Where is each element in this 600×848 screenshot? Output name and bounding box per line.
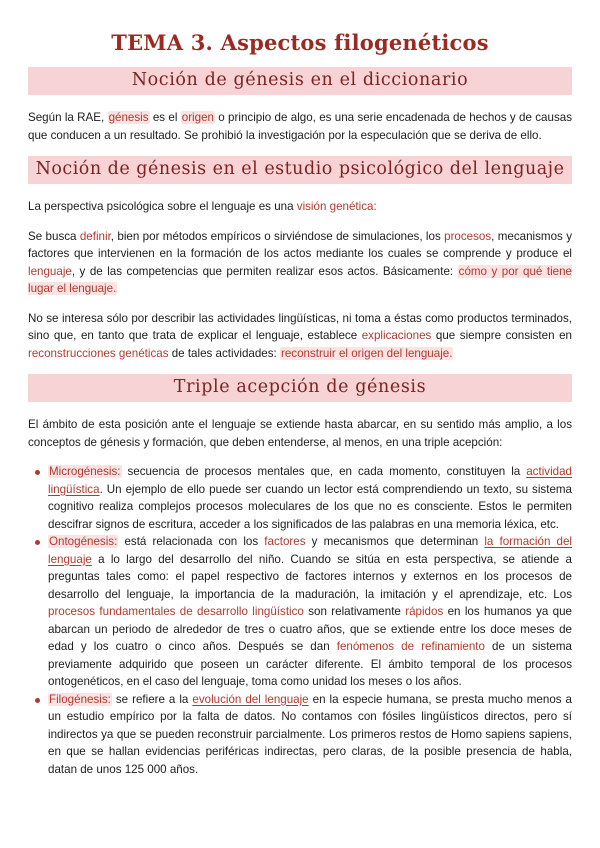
paragraph-no-se-interesa: No se interesa sólo por describir las actividades lingüísticas, ni toma a éstas como productos terminados, sino que, en tanto que trata de explicar el lenguaje, establece explicaciones que siempre consisten en reconstrucciones genéticas de tales actividades: reconstruir el origen del lenguaje. (28, 311, 572, 360)
underline-actividad-linguistica: actividad lingüística (48, 465, 572, 496)
highlight-reconstrucciones: reconstrucciones genéticas (28, 346, 169, 360)
highlight-origen: origen (181, 111, 214, 124)
label-ontogenesis: Ontogénesis: (49, 535, 118, 548)
highlight-lenguaje: lenguaje (28, 264, 72, 278)
underline-formacion-lenguaje: la formación del lenguaje (48, 535, 572, 566)
highlight-explicaciones: explicaciones (361, 329, 432, 342)
section-heading-triple-acepcion: Triple acepción de génesis (28, 374, 572, 402)
highlight-como-y-por-que: cómo y por qué tiene lugar el lenguaje. (28, 264, 572, 295)
highlight-procesos-fundamentales: procesos fundamentales de desarrollo lingüístico (48, 605, 304, 618)
bullet-icon (35, 698, 40, 703)
highlight-vision-genetica: visión genética: (296, 200, 377, 213)
paragraph-se-busca: Se busca definir, bien por métodos empíricos o sirviéndose de simulaciones, los procesos, mecanismos y factores que intervienen en la formación de los actos mediante los cuales se comprende y produce el lenguaje, y de las competencias que permiten realizar esos actos. Básicamente: cómo y por qué tiene lugar el lenguaje. (28, 229, 572, 295)
highlight-reconstruir-origen: reconstruir el origen del lenguaje. (281, 346, 453, 360)
highlight-genesis: génesis (108, 111, 149, 124)
section-heading-estudio-psicologico: Noción de génesis en el estudio psicológico del lenguaje (28, 156, 572, 184)
list-item-ontogenesis: Ontogénesis: está relacionada con los factores y mecanismos que determinan la formación del lenguaje a lo largo del desarrollo del niño. Cuando se sitúa en esta perspectiva, se atiende a preguntas tales como: el papel respectivo de factores internos y externos en los procesos de desarrollo del lenguaje, la importancia de la maduración, la imitación y el aprendizaje, etc. Los procesos fundamentales de desarrollo lingüístico son relativamente rápidos en los humanos ya que abarcan un periodo de alrededor de tres o cuatro años, que se extiende entre los doce meses de edad y los cuatro o cinco años. Después se dan fenómenos de refinamiento de un sistema previamente adquirido que poseen un carácter diferente. El ámbito temporal de los procesos ontogenéticos, en el caso del lenguaje, toma como unidad los meses o los años. (48, 533, 572, 691)
paragraph-perspectiva: La perspectiva psicológica sobre el lenguaje es una visión genética: (28, 200, 377, 213)
label-microgenesis: Microgénesis: (49, 465, 121, 478)
paragraph-definicion-rae: Según la RAE, génesis es el origen o principio de algo, es una serie encadenada de hechos y de causas que conducen a un resultado. Se prohibió la investigación por la especulación que se deriva de ello. (28, 111, 572, 142)
list-item-microgenesis: Microgénesis: secuencia de procesos mentales que, en cada momento, constituyen la actividad lingüística. Un ejemplo de ello puede ser cuando un lector está comprendiendo un texto, su sistema cognitivo realiza complejos procesos moleculares de los que no es consciente. Estos le permiten descifrar signos de escritura, acceder a los significados de las palabras en una memoria léxica, etc. (48, 463, 572, 533)
label-filogenesis: Filogénesis: (49, 692, 111, 706)
highlight-fenomenos-refinamiento: fenómenos de refinamiento (336, 640, 485, 653)
page-title: TEMA 3. Aspectos filogenéticos (111, 30, 489, 55)
acepciones-list (28, 463, 572, 778)
paragraph-ambito: El ámbito de esta posición ante el lenguaje se extiende hasta abarcar, en su sentido más amplio, a los conceptos de génesis y formación, que deben entenderse, al menos, en una triple acepción: (28, 418, 572, 449)
highlight-rapidos: rápidos (405, 605, 444, 618)
underline-evolucion-lenguaje: evolución del lenguaje (192, 692, 309, 706)
list-item-filogenesis: Filogénesis: se refiere a la evolución del lenguaje en la especie humana, se presta mucho menos a un estudio empírico por la falta de datos. No contamos con fósiles lingüísticos directos, pero sí indirectos ya que se pueden reconstruir parcialmente. Los primeros restos de Homo sapiens sapiens, en que se hallan evidencias periféricas indirectas, pero claras, de la posible presencia de habla, datan de unos 125 000 años. (48, 691, 572, 779)
bullet-icon (35, 470, 40, 475)
highlight-factores: factores (264, 535, 306, 548)
bullet-icon (35, 540, 40, 545)
highlight-procesos: procesos (444, 229, 492, 243)
highlight-definir: definir (79, 229, 111, 243)
section-heading-diccionario: Noción de génesis en el diccionario (28, 67, 572, 95)
